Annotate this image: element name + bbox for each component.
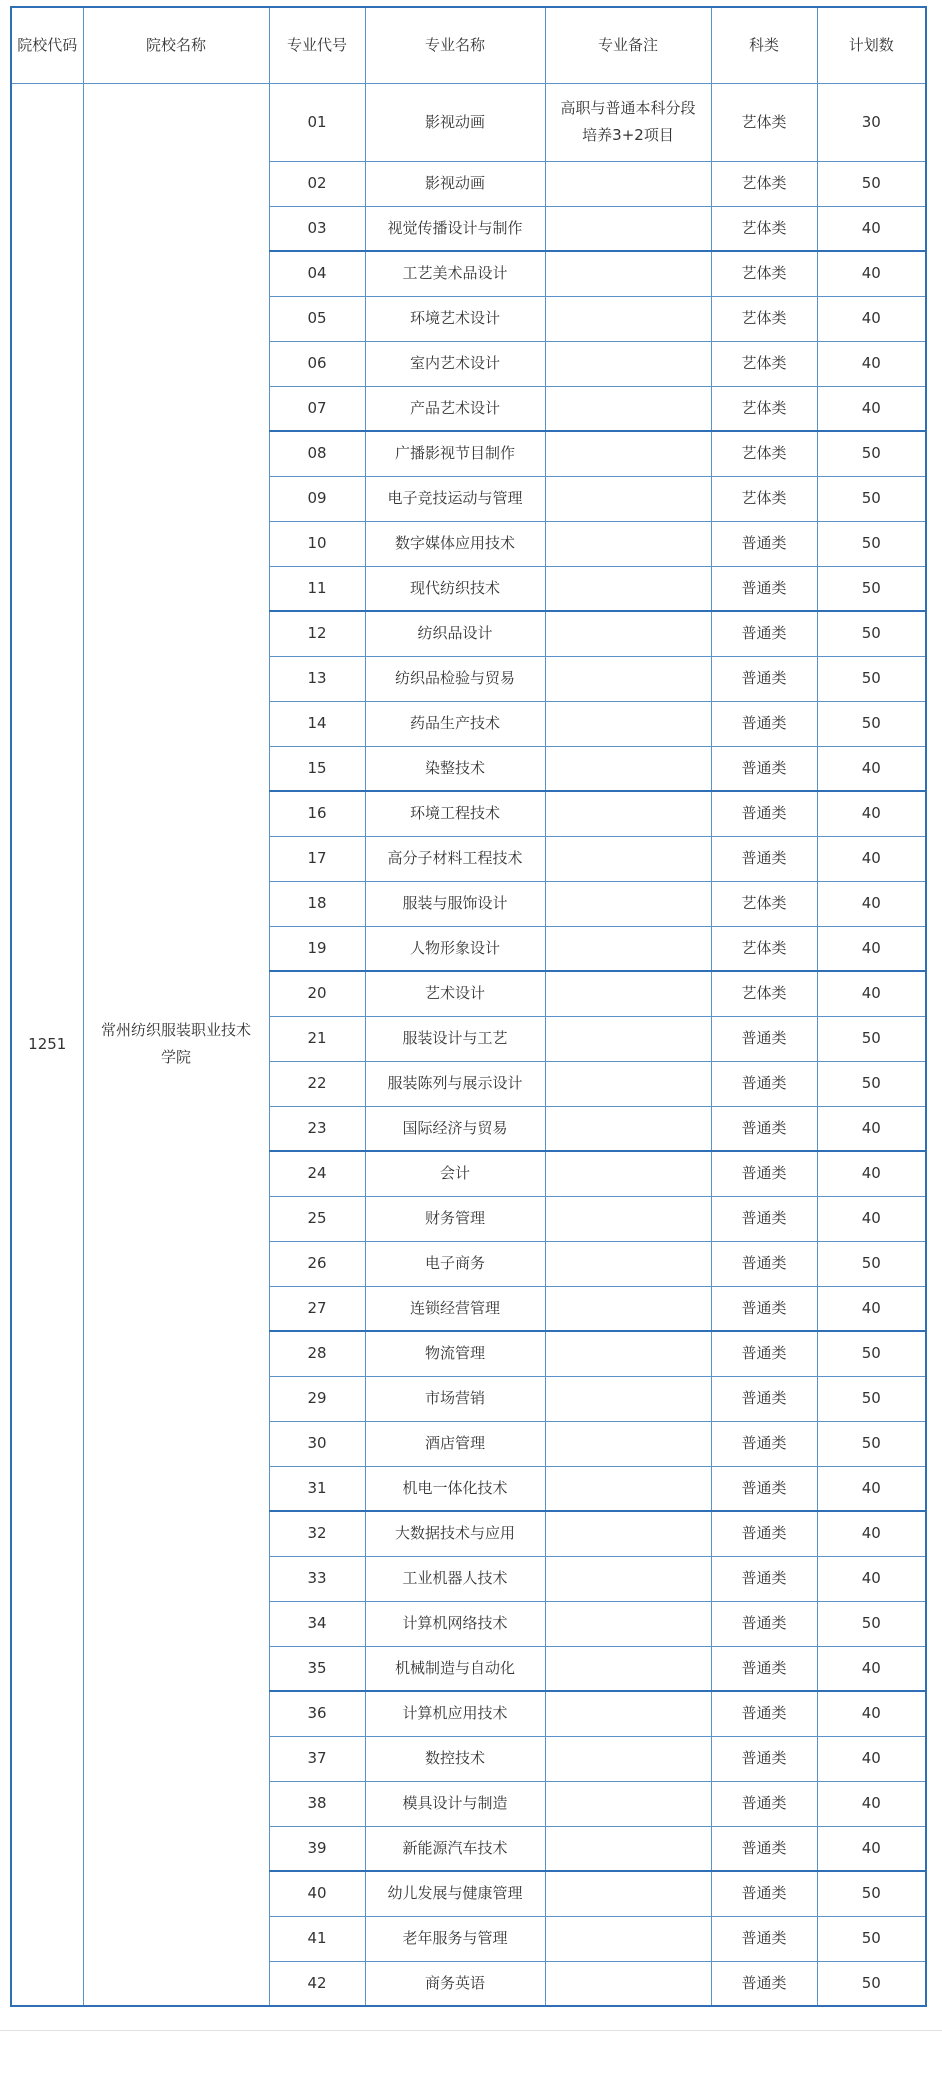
major-name-cell: 会计 [365, 1151, 545, 1196]
major-name-cell: 老年服务与管理 [365, 1916, 545, 1961]
header-category: 科类 [711, 7, 817, 83]
category-cell: 普通类 [711, 1241, 817, 1286]
major-name-cell: 计算机应用技术 [365, 1691, 545, 1736]
major-name-cell: 纺织品检验与贸易 [365, 656, 545, 701]
plan-count-cell: 40 [817, 1511, 926, 1556]
major-name-cell: 电子商务 [365, 1241, 545, 1286]
major-note-cell [545, 1151, 711, 1196]
category-cell: 普通类 [711, 1691, 817, 1736]
major-code-cell: 12 [269, 611, 365, 656]
major-name-cell: 广播影视节目制作 [365, 431, 545, 476]
major-name-cell: 影视动画 [365, 161, 545, 206]
category-cell: 普通类 [711, 1781, 817, 1826]
table-body [11, 83, 926, 2006]
major-note-cell: 高职与普通本科分段培养3+2项目 [545, 83, 711, 161]
major-code-cell: 03 [269, 206, 365, 251]
major-note-cell [545, 791, 711, 836]
major-note-cell [545, 1241, 711, 1286]
major-note-cell [545, 1916, 711, 1961]
plan-count-cell: 40 [817, 296, 926, 341]
major-code-cell: 41 [269, 1916, 365, 1961]
major-note-cell [545, 521, 711, 566]
plan-count-cell: 40 [817, 251, 926, 296]
major-name-cell: 高分子材料工程技术 [365, 836, 545, 881]
category-cell: 普通类 [711, 1961, 817, 2006]
major-note-cell [545, 476, 711, 521]
major-code-cell: 32 [269, 1511, 365, 1556]
major-code-cell: 38 [269, 1781, 365, 1826]
plan-count-cell: 40 [817, 971, 926, 1016]
major-name-cell: 环境艺术设计 [365, 296, 545, 341]
major-name-cell: 机电一体化技术 [365, 1466, 545, 1511]
major-note-cell [545, 1511, 711, 1556]
category-cell: 艺体类 [711, 341, 817, 386]
major-note-cell [545, 1601, 711, 1646]
major-note-cell [545, 971, 711, 1016]
category-cell: 艺体类 [711, 971, 817, 1016]
major-name-cell: 机械制造与自动化 [365, 1646, 545, 1691]
major-code-cell: 15 [269, 746, 365, 791]
major-code-cell: 40 [269, 1871, 365, 1916]
category-cell: 普通类 [711, 521, 817, 566]
category-cell: 普通类 [711, 1871, 817, 1916]
major-name-cell: 艺术设计 [365, 971, 545, 1016]
major-name-cell: 环境工程技术 [365, 791, 545, 836]
major-name-cell: 大数据技术与应用 [365, 1511, 545, 1556]
header-plan-count: 计划数 [817, 7, 926, 83]
category-cell: 普通类 [711, 1646, 817, 1691]
major-code-cell: 04 [269, 251, 365, 296]
major-code-cell: 06 [269, 341, 365, 386]
plan-count-cell: 50 [817, 1916, 926, 1961]
major-name-cell: 物流管理 [365, 1331, 545, 1376]
plan-count-cell: 40 [817, 1646, 926, 1691]
major-note-cell [545, 1691, 711, 1736]
plan-count-cell: 50 [817, 431, 926, 476]
category-cell: 普通类 [711, 1556, 817, 1601]
category-cell: 普通类 [711, 1286, 817, 1331]
header-major-code: 专业代号 [269, 7, 365, 83]
category-cell: 普通类 [711, 611, 817, 656]
major-code-cell: 30 [269, 1421, 365, 1466]
major-name-cell: 新能源汽车技术 [365, 1826, 545, 1871]
major-code-cell: 25 [269, 1196, 365, 1241]
major-name-cell: 服装与服饰设计 [365, 881, 545, 926]
plan-count-cell: 50 [817, 1376, 926, 1421]
major-note-cell [545, 611, 711, 656]
major-name-cell: 财务管理 [365, 1196, 545, 1241]
major-code-cell: 36 [269, 1691, 365, 1736]
major-code-cell: 28 [269, 1331, 365, 1376]
major-name-cell: 计算机网络技术 [365, 1601, 545, 1646]
major-note-cell [545, 656, 711, 701]
category-cell: 艺体类 [711, 926, 817, 971]
major-note-cell [545, 341, 711, 386]
major-name-cell: 国际经济与贸易 [365, 1106, 545, 1151]
major-code-cell: 21 [269, 1016, 365, 1061]
plan-count-cell: 40 [817, 1196, 926, 1241]
major-code-cell: 07 [269, 386, 365, 431]
page-divider [0, 2030, 942, 2031]
category-cell: 普通类 [711, 1511, 817, 1556]
enrollment-plan-table [10, 6, 927, 2007]
major-code-cell: 11 [269, 566, 365, 611]
plan-count-cell: 40 [817, 836, 926, 881]
plan-count-cell: 50 [817, 476, 926, 521]
plan-count-cell: 40 [817, 1691, 926, 1736]
major-name-cell: 市场营销 [365, 1376, 545, 1421]
major-code-cell: 01 [269, 83, 365, 161]
plan-count-cell: 50 [817, 1601, 926, 1646]
major-name-cell: 模具设计与制造 [365, 1781, 545, 1826]
major-code-cell: 08 [269, 431, 365, 476]
header-school-name: 院校名称 [83, 7, 269, 83]
header-row [11, 7, 926, 83]
plan-count-cell: 40 [817, 1106, 926, 1151]
category-cell: 普通类 [711, 701, 817, 746]
major-note-cell [545, 1196, 711, 1241]
plan-count-cell: 50 [817, 611, 926, 656]
plan-count-cell: 50 [817, 161, 926, 206]
major-note-cell [545, 881, 711, 926]
plan-count-cell: 50 [817, 1016, 926, 1061]
major-note-cell [545, 431, 711, 476]
major-note-cell [545, 251, 711, 296]
plan-count-cell: 50 [817, 1421, 926, 1466]
major-code-cell: 29 [269, 1376, 365, 1421]
header-school-code: 院校代码 [11, 7, 83, 83]
plan-count-cell: 40 [817, 1466, 926, 1511]
major-name-cell: 室内艺术设计 [365, 341, 545, 386]
major-code-cell: 37 [269, 1736, 365, 1781]
plan-count-cell: 50 [817, 521, 926, 566]
school-code-cell: 1251 [11, 83, 83, 2006]
major-code-cell: 02 [269, 161, 365, 206]
category-cell: 普通类 [711, 1601, 817, 1646]
major-note-cell [545, 1646, 711, 1691]
enrollment-table-wrapper [10, 6, 925, 2007]
plan-count-cell: 50 [817, 656, 926, 701]
major-name-cell: 服装设计与工艺 [365, 1016, 545, 1061]
category-cell: 普通类 [711, 1016, 817, 1061]
major-code-cell: 13 [269, 656, 365, 701]
category-cell: 普通类 [711, 1376, 817, 1421]
major-code-cell: 18 [269, 881, 365, 926]
major-name-cell: 工艺美术品设计 [365, 251, 545, 296]
major-name-cell: 影视动画 [365, 83, 545, 161]
major-name-cell: 视觉传播设计与制作 [365, 206, 545, 251]
major-note-cell [545, 836, 711, 881]
major-code-cell: 22 [269, 1061, 365, 1106]
major-code-cell: 42 [269, 1961, 365, 2006]
major-code-cell: 19 [269, 926, 365, 971]
major-note-cell [545, 1421, 711, 1466]
plan-count-cell: 40 [817, 791, 926, 836]
major-code-cell: 17 [269, 836, 365, 881]
category-cell: 普通类 [711, 1421, 817, 1466]
category-cell: 普通类 [711, 656, 817, 701]
category-cell: 普通类 [711, 791, 817, 836]
major-note-cell [545, 1826, 711, 1871]
category-cell: 普通类 [711, 746, 817, 791]
major-note-cell [545, 1556, 711, 1601]
major-note-cell [545, 1376, 711, 1421]
major-note-cell [545, 386, 711, 431]
category-cell: 艺体类 [711, 206, 817, 251]
category-cell: 普通类 [711, 1331, 817, 1376]
category-cell: 普通类 [711, 1466, 817, 1511]
category-cell: 艺体类 [711, 83, 817, 161]
plan-count-cell: 50 [817, 1061, 926, 1106]
major-name-cell: 染整技术 [365, 746, 545, 791]
plan-count-cell: 40 [817, 926, 926, 971]
plan-count-cell: 40 [817, 1556, 926, 1601]
major-code-cell: 20 [269, 971, 365, 1016]
major-code-cell: 23 [269, 1106, 365, 1151]
major-code-cell: 35 [269, 1646, 365, 1691]
major-note-cell [545, 206, 711, 251]
major-note-cell [545, 926, 711, 971]
major-note-cell [545, 296, 711, 341]
major-note-cell [545, 1286, 711, 1331]
school-name-cell: 常州纺织服装职业技术学院 [83, 83, 269, 2006]
plan-count-cell: 40 [817, 881, 926, 926]
category-cell: 普通类 [711, 1916, 817, 1961]
plan-count-cell: 40 [817, 386, 926, 431]
plan-count-cell: 50 [817, 1241, 926, 1286]
plan-count-cell: 40 [817, 341, 926, 386]
major-note-cell [545, 1781, 711, 1826]
major-note-cell [545, 1736, 711, 1781]
major-code-cell: 33 [269, 1556, 365, 1601]
major-name-cell: 幼儿发展与健康管理 [365, 1871, 545, 1916]
major-code-cell: 09 [269, 476, 365, 521]
category-cell: 普通类 [711, 1151, 817, 1196]
major-note-cell [545, 161, 711, 206]
plan-count-cell: 40 [817, 1286, 926, 1331]
category-cell: 艺体类 [711, 476, 817, 521]
header-major-name: 专业名称 [365, 7, 545, 83]
major-note-cell [545, 1106, 711, 1151]
major-code-cell: 34 [269, 1601, 365, 1646]
major-code-cell: 05 [269, 296, 365, 341]
plan-count-cell: 40 [817, 1151, 926, 1196]
major-name-cell: 数字媒体应用技术 [365, 521, 545, 566]
major-note-cell [545, 1061, 711, 1106]
category-cell: 普通类 [711, 1061, 817, 1106]
major-name-cell: 人物形象设计 [365, 926, 545, 971]
major-note-cell [545, 1871, 711, 1916]
major-code-cell: 26 [269, 1241, 365, 1286]
major-note-cell [545, 1466, 711, 1511]
major-code-cell: 16 [269, 791, 365, 836]
plan-count-cell: 40 [817, 1826, 926, 1871]
plan-count-cell: 50 [817, 566, 926, 611]
major-code-cell: 31 [269, 1466, 365, 1511]
major-name-cell: 服装陈列与展示设计 [365, 1061, 545, 1106]
major-code-cell: 10 [269, 521, 365, 566]
category-cell: 普通类 [711, 836, 817, 881]
major-note-cell [545, 746, 711, 791]
major-name-cell: 药品生产技术 [365, 701, 545, 746]
major-note-cell [545, 701, 711, 746]
table-row [11, 83, 926, 161]
category-cell: 艺体类 [711, 881, 817, 926]
major-name-cell: 商务英语 [365, 1961, 545, 2006]
major-name-cell: 现代纺织技术 [365, 566, 545, 611]
category-cell: 普通类 [711, 1826, 817, 1871]
major-code-cell: 24 [269, 1151, 365, 1196]
category-cell: 普通类 [711, 566, 817, 611]
plan-count-cell: 40 [817, 1781, 926, 1826]
major-name-cell: 数控技术 [365, 1736, 545, 1781]
major-name-cell: 连锁经营管理 [365, 1286, 545, 1331]
category-cell: 普通类 [711, 1196, 817, 1241]
header-major-note: 专业备注 [545, 7, 711, 83]
category-cell: 艺体类 [711, 296, 817, 341]
major-name-cell: 电子竞技运动与管理 [365, 476, 545, 521]
plan-count-cell: 40 [817, 206, 926, 251]
category-cell: 艺体类 [711, 251, 817, 296]
major-name-cell: 工业机器人技术 [365, 1556, 545, 1601]
major-code-cell: 14 [269, 701, 365, 746]
category-cell: 普通类 [711, 1736, 817, 1781]
category-cell: 艺体类 [711, 431, 817, 476]
major-note-cell [545, 1016, 711, 1061]
major-code-cell: 27 [269, 1286, 365, 1331]
major-name-cell: 产品艺术设计 [365, 386, 545, 431]
plan-count-cell: 40 [817, 746, 926, 791]
category-cell: 艺体类 [711, 161, 817, 206]
major-name-cell: 纺织品设计 [365, 611, 545, 656]
plan-count-cell: 50 [817, 1871, 926, 1916]
plan-count-cell: 50 [817, 701, 926, 746]
major-code-cell: 39 [269, 1826, 365, 1871]
major-note-cell [545, 1331, 711, 1376]
plan-count-cell: 30 [817, 83, 926, 161]
plan-count-cell: 50 [817, 1961, 926, 2006]
plan-count-cell: 50 [817, 1331, 926, 1376]
category-cell: 艺体类 [711, 386, 817, 431]
category-cell: 普通类 [711, 1106, 817, 1151]
major-note-cell [545, 1961, 711, 2006]
plan-count-cell: 40 [817, 1736, 926, 1781]
major-note-cell [545, 566, 711, 611]
major-name-cell: 酒店管理 [365, 1421, 545, 1466]
